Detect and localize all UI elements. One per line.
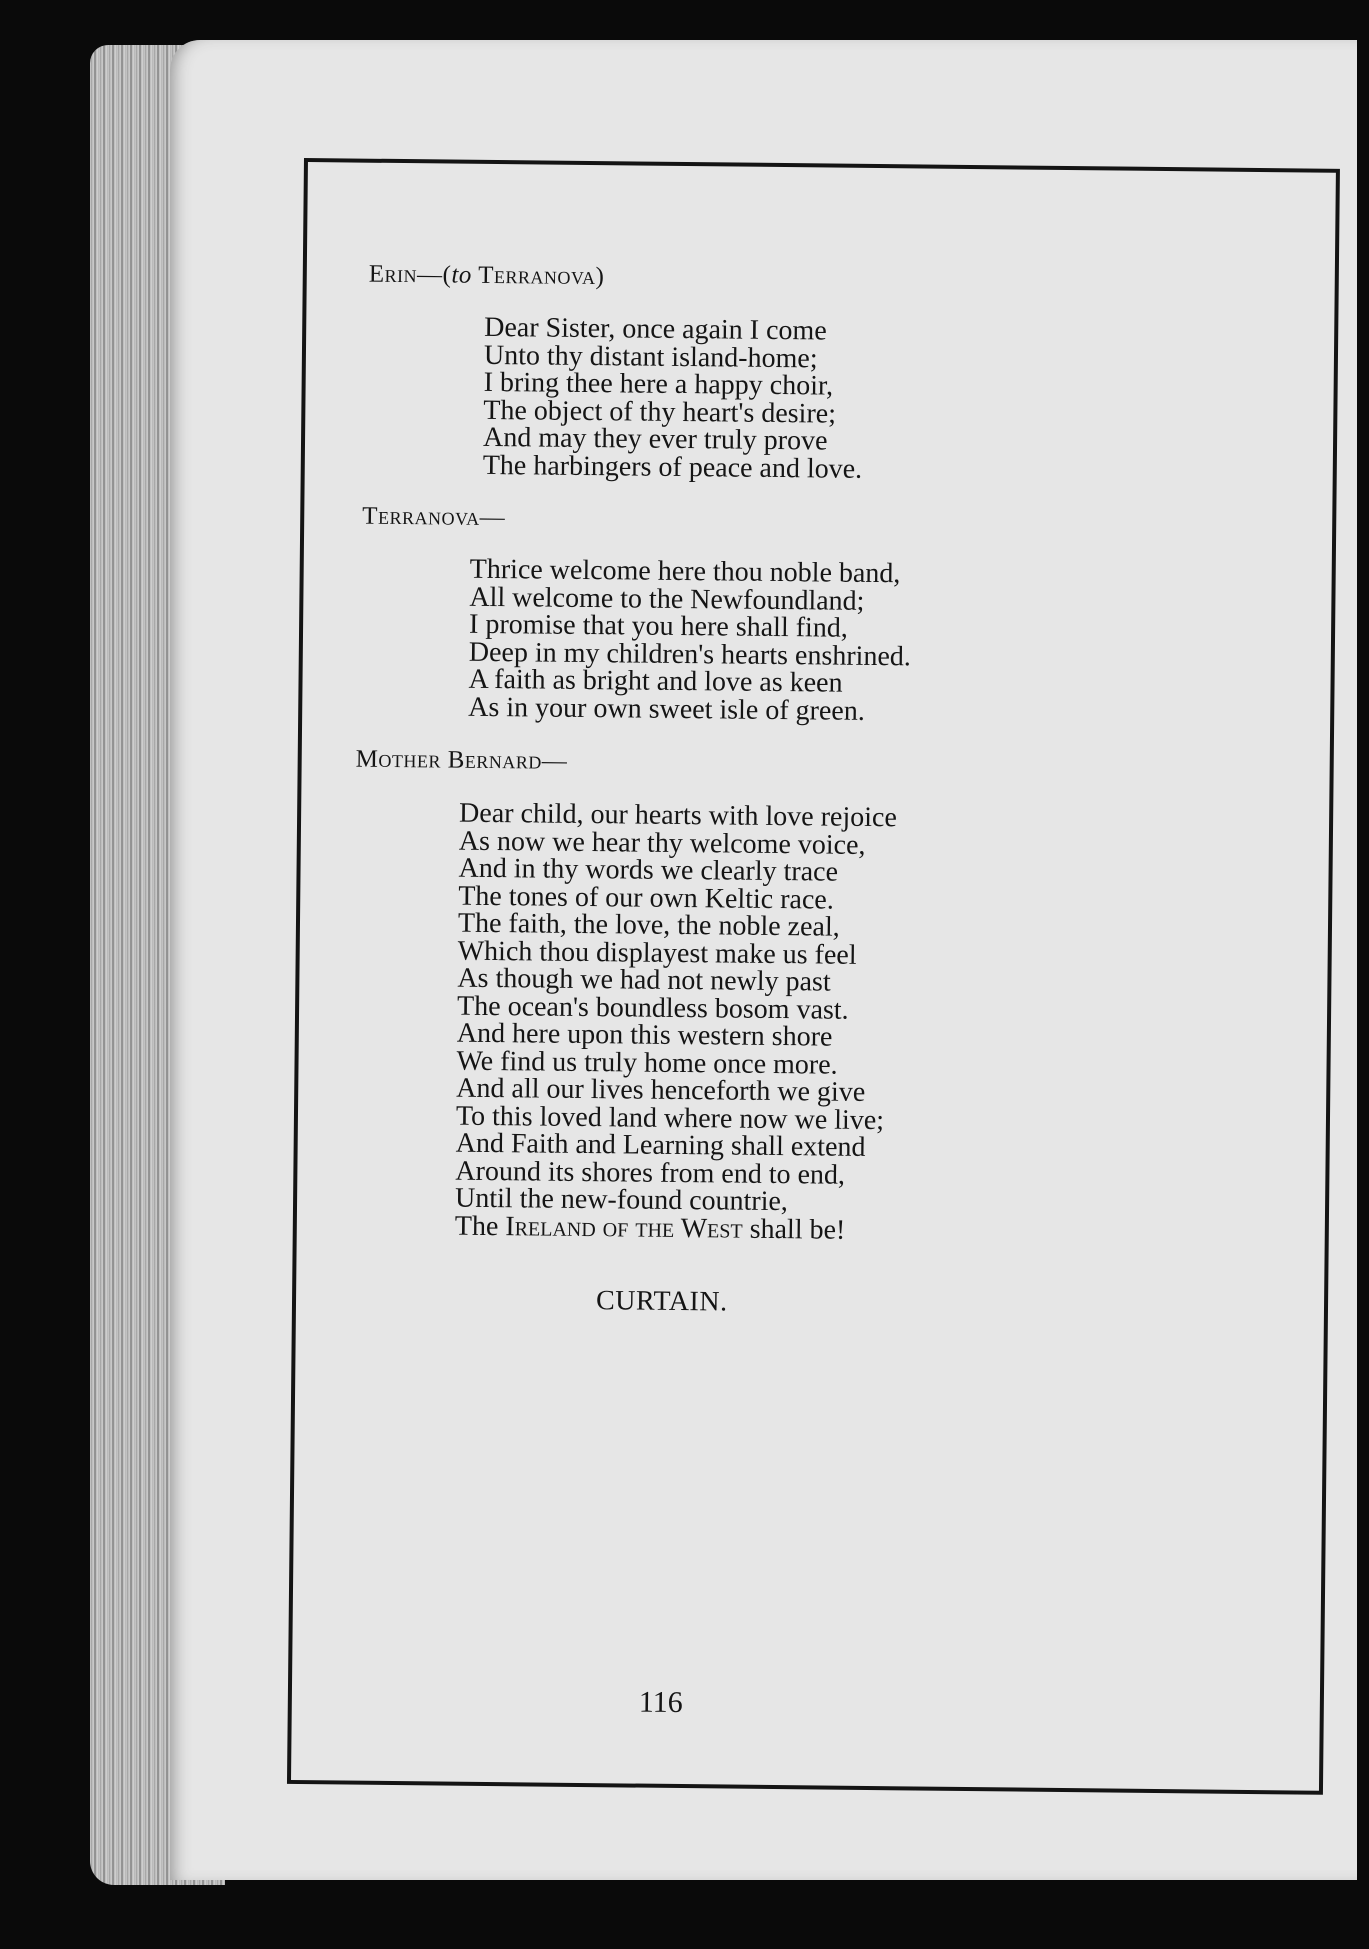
verse-line: Dear Sister, once again I come — [484, 311, 827, 347]
verse-line: The harbingers of peace and love. — [482, 449, 863, 485]
verse-line: To this loved land where now we live; — [455, 1100, 885, 1136]
verse-line: The ocean's boundless bosom vast. — [456, 990, 849, 1026]
erin-verse — [482, 311, 864, 485]
speaker-erin-dash: —( — [416, 261, 452, 289]
verse-line: The object of thy heart's desire; — [483, 394, 837, 430]
verse-line: I promise that you here shall find, — [468, 608, 848, 644]
verse-line: Around its shores from end to end, — [455, 1155, 846, 1191]
verse-line: Thrice welcome here thou noble band, — [469, 553, 901, 590]
verse-line: Unto thy distant island-home; — [483, 339, 818, 374]
verse-line: Dear child, our hearts with love rejoice — [458, 797, 898, 834]
speaker-erin-name: Erin — [368, 260, 418, 289]
verse-line: And Faith and Learning shall extend — [455, 1127, 866, 1163]
verse-line: We find us truly home once more. — [456, 1045, 838, 1081]
verse-line: And all our lives henceforth we give — [456, 1072, 866, 1108]
speaker-terranova: Terranova— — [362, 502, 506, 532]
verse-line: I bring thee here a happy choir, — [483, 366, 834, 402]
verse-line: The tones of our own Keltic race. — [458, 880, 834, 916]
verse-line: Deep in my children's hearts enshrined. — [468, 636, 912, 672]
final-line-after: shall be! — [742, 1213, 846, 1246]
verse-line: A faith as bright and love as keen — [468, 663, 843, 699]
final-line-emphasis: Ireland of the West — [505, 1210, 743, 1245]
verse-line: As though we had not newly past — [457, 962, 831, 998]
verse-line: All welcome to the Newfoundland; — [469, 581, 865, 617]
page-number: 116 — [638, 1685, 683, 1720]
page-border-frame — [287, 158, 1340, 1795]
verse-line: Until the new-found countrie, — [454, 1182, 789, 1218]
poem-content — [291, 162, 1336, 1791]
verse-line: And here upon this western shore — [456, 1017, 833, 1053]
curtain-heading: CURTAIN. — [595, 1285, 728, 1318]
verse-line: And may they ever truly prove — [482, 421, 828, 457]
speaker-erin-to: to — [451, 261, 472, 289]
verse-line: The faith, the love, the noble zeal, — [457, 907, 840, 943]
speaker-erin-close: ) — [595, 263, 605, 291]
verse-line: And in thy words we clearly trace — [458, 852, 839, 888]
verse-final-line — [455, 1212, 893, 1244]
speaker-erin — [369, 261, 605, 291]
scan-border — [1357, 0, 1369, 1949]
terranova-verse — [468, 553, 912, 727]
speaker-mother-bernard: Mother Bernard— — [355, 745, 568, 775]
verse-line: As now we hear thy welcome voice, — [458, 825, 866, 861]
speaker-erin-target: Terranova — [478, 261, 596, 291]
bernard-verse — [454, 797, 898, 1246]
final-line-before: The — [454, 1210, 506, 1242]
verse-line: As in your own sweet isle of green. — [468, 691, 865, 727]
verse-line: Which thou displayest make us feel — [457, 935, 857, 971]
